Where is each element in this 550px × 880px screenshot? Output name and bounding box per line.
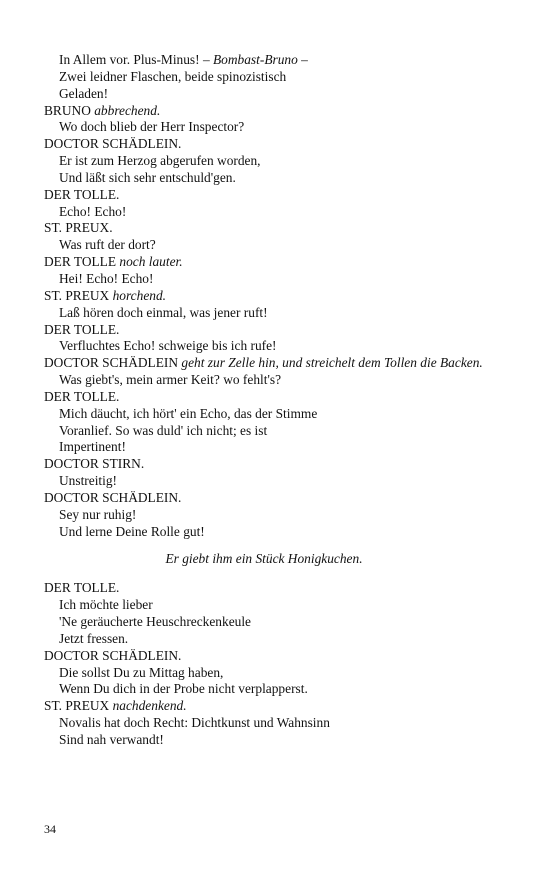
play-text — [44, 52, 484, 749]
speaker-name: DOCTOR SCHÄDLEIN. — [44, 647, 182, 663]
verse-line — [44, 423, 484, 440]
verse-line — [44, 406, 484, 423]
verse-text: Voranlief. So was duld' ich nicht; es ist — [59, 422, 268, 438]
verse-line — [44, 631, 484, 648]
verse-text: Sey nur ruhig! — [59, 506, 137, 522]
speaker-name: DER TOLLE. — [44, 580, 120, 596]
verse-text: Wenn Du dich in der Probe nicht verplapperst. — [59, 681, 308, 697]
speaker-name: ST. PREUX. — [44, 220, 113, 236]
verse-line — [44, 204, 484, 221]
page-number: 34 — [44, 822, 56, 836]
verse-text: Impertinent! — [59, 439, 126, 455]
stage-direction-text: abbrechend. — [94, 102, 161, 118]
verse-line — [44, 271, 484, 288]
verse-text: Sind nah verwandt! — [59, 731, 164, 747]
verse-line — [44, 715, 484, 732]
speaker-line — [44, 136, 484, 153]
verse-line — [44, 732, 484, 749]
speaker-line — [44, 103, 484, 120]
speaker-name: DER TOLLE. — [44, 321, 120, 337]
verse-text: Laß hören doch einmal, was jener ruft! — [59, 304, 268, 320]
speaker-line — [44, 187, 484, 204]
speaker-name: DOCTOR SCHÄDLEIN. — [44, 489, 182, 505]
stage-direction-text: geht zur Zelle hin, und streichelt dem Tollen die Backen. — [181, 355, 483, 371]
verse-line — [44, 237, 484, 254]
verse-line — [44, 170, 484, 187]
verse-line — [44, 597, 484, 614]
stage-direction-centered — [44, 540, 484, 580]
verse-text: In Allem vor. Plus-Minus! – — [59, 52, 213, 67]
verse-line — [44, 524, 484, 541]
stage-direction-text: Er giebt ihm ein Stück Honigkuchen. — [165, 551, 363, 567]
speaker-name: DER TOLLE. — [44, 186, 120, 202]
verse-text: Er ist zum Herzog abgerufen worden, — [59, 153, 261, 169]
verse-text: Wo doch blieb der Herr Inspector? — [59, 119, 245, 135]
verse-text: Und läßt sich sehr entschuld'gen. — [59, 169, 236, 185]
verse-line — [44, 52, 484, 69]
verse-text: Mich däucht, ich hört' ein Echo, das der Stimme — [59, 405, 318, 421]
speaker-line — [44, 490, 484, 507]
verse-text: Hei! Echo! Echo! — [59, 270, 154, 286]
verse-text: Novalis hat doch Recht: Dichtkunst und Wahnsinn — [59, 715, 330, 731]
verse-text: Ich möchte lieber — [59, 597, 153, 613]
verse-text: Geladen! — [59, 85, 109, 101]
stage-direction — [44, 355, 484, 372]
verse-line — [44, 119, 484, 136]
stage-direction-text: horchend. — [112, 287, 167, 303]
speaker-name: DER TOLLE — [44, 254, 120, 270]
verse-text: Zwei leidner Flaschen, beide spinozistisch — [59, 68, 287, 84]
speaker-line — [44, 456, 484, 473]
speaker-name: DOCTOR SCHÄDLEIN — [44, 355, 182, 371]
verse-line — [44, 614, 484, 631]
verse-line — [44, 665, 484, 682]
verse-text: – — [297, 52, 308, 67]
speaker-line — [44, 389, 484, 406]
speaker-name: BRUNO — [44, 102, 95, 118]
verse-text: 'Ne geräucherte Heuschreckenkeule — [59, 614, 251, 629]
speaker-name: ST. PREUX — [44, 287, 113, 303]
stage-direction-text: nachdenkend. — [112, 698, 187, 714]
verse-line — [44, 473, 484, 490]
stage-direction-text: Bombast-Bruno — [213, 52, 298, 67]
speaker-name: DOCTOR STIRN. — [44, 456, 145, 472]
speaker-line — [44, 580, 484, 597]
verse-text: Was giebt's, mein armer Keit? wo fehlt's? — [59, 372, 282, 388]
verse-line — [44, 305, 484, 322]
verse-line — [44, 372, 484, 389]
verse-line — [44, 86, 484, 103]
verse-line — [44, 338, 484, 355]
speaker-line — [44, 698, 484, 715]
verse-text: Was ruft der dort? — [59, 237, 156, 253]
speaker-line — [44, 648, 484, 665]
speaker-line — [44, 254, 484, 271]
speaker-name: DOCTOR SCHÄDLEIN. — [44, 136, 182, 152]
speaker-name: DER TOLLE. — [44, 388, 120, 404]
verse-text: Die sollst Du zu Mittag haben, — [59, 664, 224, 680]
speaker-line — [44, 288, 484, 305]
verse-line — [44, 153, 484, 170]
stage-direction-text: noch lauter. — [119, 254, 183, 270]
verse-text: Und lerne Deine Rolle gut! — [59, 523, 205, 539]
verse-line — [44, 69, 484, 86]
verse-text: Jetzt fressen. — [59, 630, 129, 646]
verse-text: Echo! Echo! — [59, 203, 127, 219]
verse-line — [44, 507, 484, 524]
speaker-name: ST. PREUX — [44, 698, 113, 714]
verse-line — [44, 681, 484, 698]
verse-text: Unstreitig! — [59, 473, 118, 489]
speaker-line — [44, 220, 484, 237]
verse-line — [44, 439, 484, 456]
verse-text: Verfluchtes Echo! schweige bis ich rufe! — [59, 338, 277, 354]
speaker-line — [44, 322, 484, 339]
